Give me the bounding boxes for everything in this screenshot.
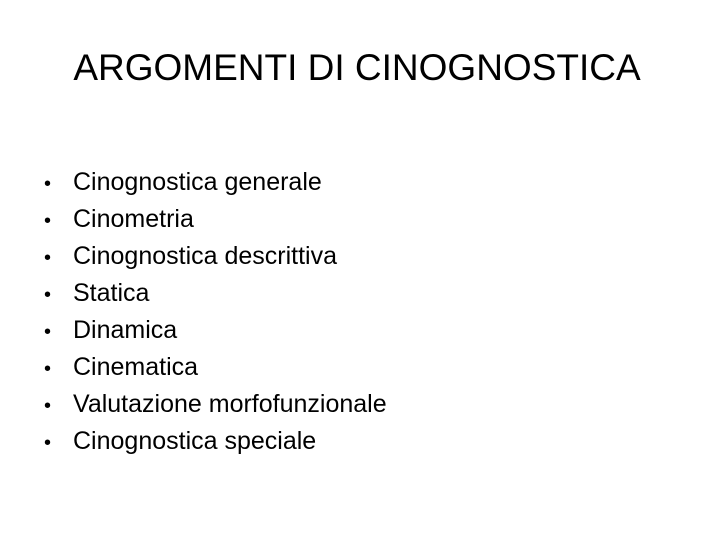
list-item: [44, 238, 684, 275]
list-item: [44, 275, 684, 312]
list-item: [44, 312, 684, 349]
list-item: [44, 201, 684, 238]
list-item-text: Cinognostica speciale: [73, 427, 317, 455]
bullet-icon: •: [44, 173, 52, 195]
bullet-icon: •: [44, 284, 52, 306]
list-item: [44, 349, 684, 386]
list-item-text: Valutazione morfofunzionale: [73, 390, 387, 418]
bullet-icon: •: [44, 321, 52, 343]
bullet-icon: •: [44, 432, 52, 454]
slide-title: ARGOMENTI DI CINOGNOSTICA: [73, 47, 641, 88]
list-item-text: Cinognostica generale: [73, 168, 322, 196]
list-item-text: Cinometria: [73, 205, 194, 233]
bullet-icon: •: [44, 247, 52, 269]
list-item-text: Cinognostica descrittiva: [73, 242, 338, 270]
list-item-text: Statica: [73, 279, 150, 307]
list-item: [44, 164, 684, 201]
bullet-list: [44, 164, 684, 460]
bullet-icon: •: [44, 210, 52, 232]
list-item-text: Cinematica: [73, 353, 199, 381]
list-item-text: Dinamica: [73, 316, 178, 344]
list-item: [44, 386, 684, 423]
bullet-icon: •: [44, 395, 52, 417]
list-item: [44, 423, 684, 460]
bullet-icon: •: [44, 358, 52, 380]
